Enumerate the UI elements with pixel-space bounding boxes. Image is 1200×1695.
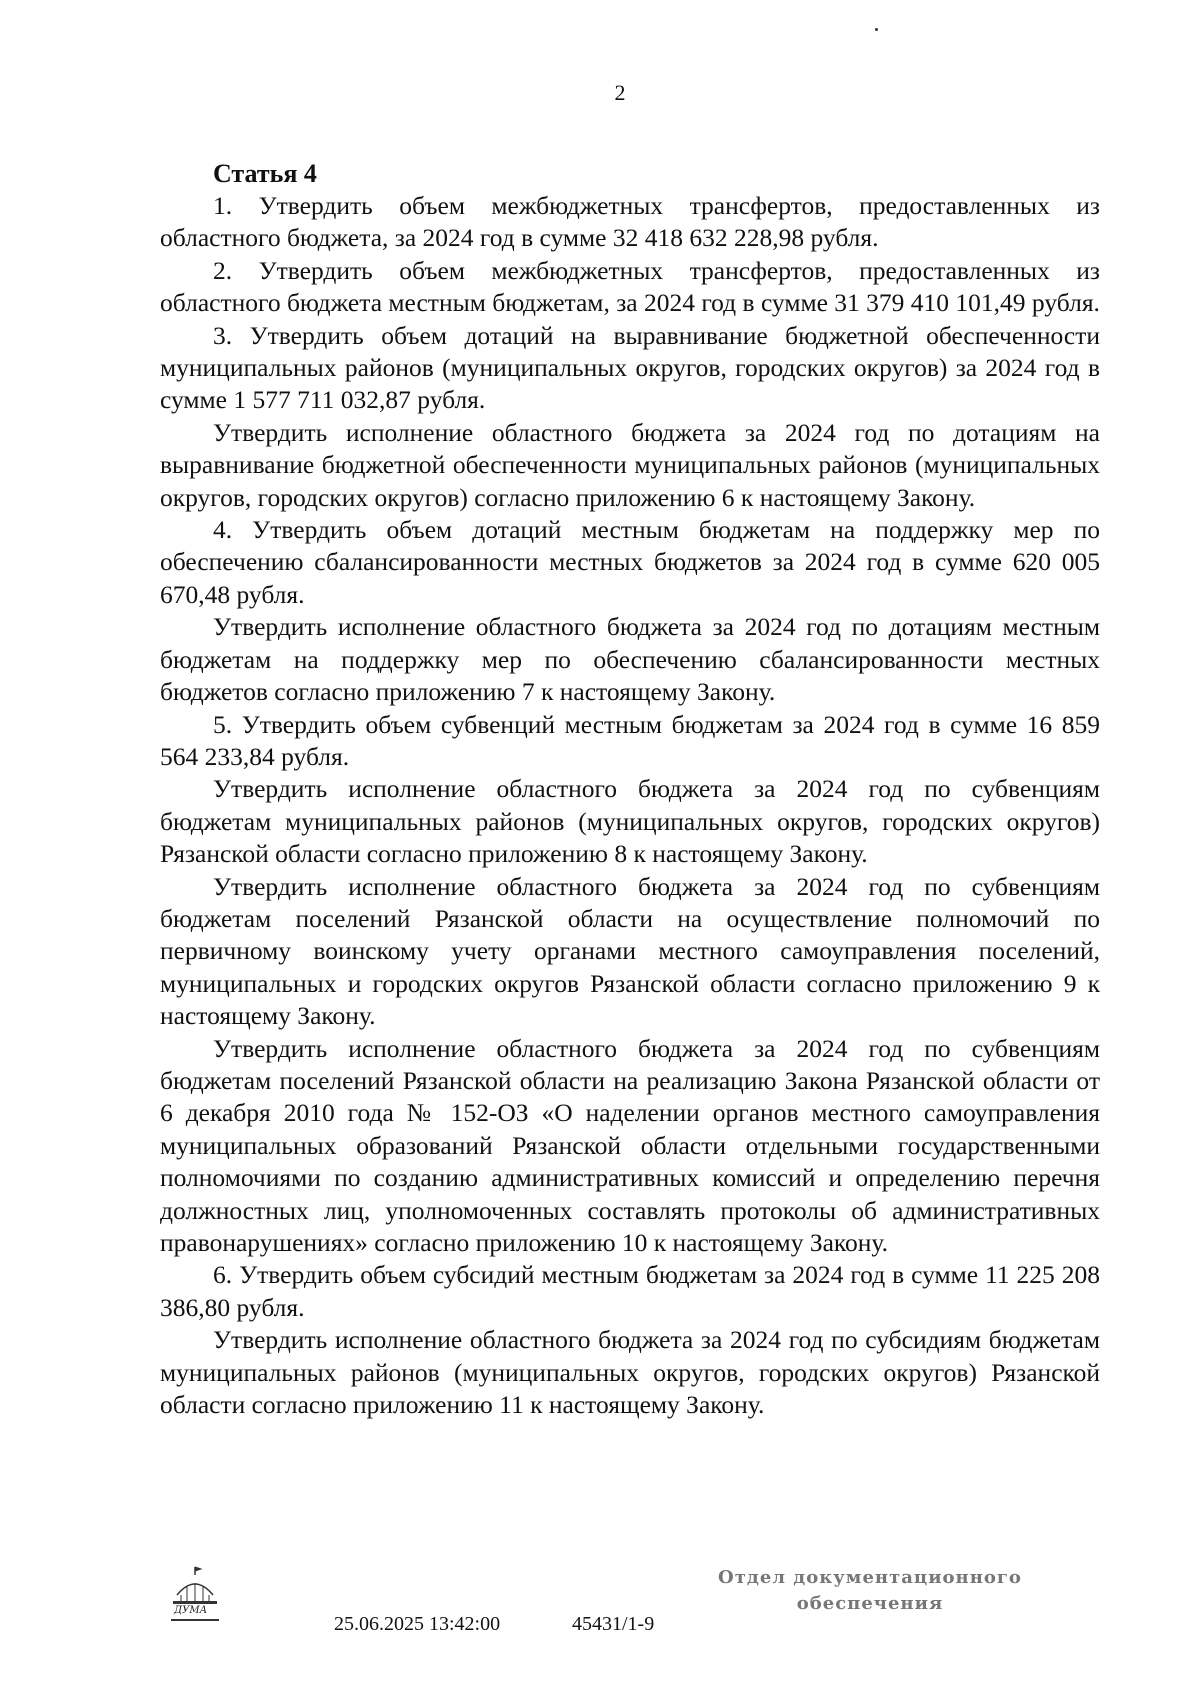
- page-number: 2: [614, 80, 626, 105]
- article-title: Статья 4: [213, 159, 317, 188]
- paragraph: Утвердить исполнение областного бюджета за 2024 год по дотациям на выравнивание бюджетной обеспеченности муниципальных районов (муниципальных округов, городских округов) согласно приложению 6 к настоящему Закону.: [160, 417, 1100, 512]
- footer-doc-number: 45431/1-9: [572, 1613, 655, 1635]
- paragraph: Утвердить исполнение областного бюджета за 2024 год по субвенциям бюджетам муниципальных районов (муниципальных округов, городских округов) Рязанской области согласно приложению 8 к настоящему Закону.: [160, 774, 1100, 869]
- paragraph: Утвердить исполнение областного бюджета за 2024 год по субвенциям бюджетам поселений Рязанской области на осуществление полномочий по первичному воинскому учету органами местного самоуправления поселений, муниципальных и городских округов Рязанской области согласно приложению 9 к настоящему Закону.: [160, 871, 1100, 1031]
- paragraph: 6. Утвердить объем субсидий местным бюджетам за 2024 год в сумме 11 225 208 386,80 рубля.: [160, 1260, 1100, 1322]
- department-stamp: [700, 1565, 1040, 1617]
- document-footer: [0, 1565, 1200, 1665]
- footer-datetime: 25.06.2025 13:42:00: [334, 1613, 501, 1635]
- document-body: [160, 158, 1100, 1421]
- scan-speck: [875, 28, 878, 31]
- paragraph: 1. Утвердить объем межбюджетных трансфертов, предоставленных из областного бюджета, за 2024 год в сумме 32 418 632 228,98 рубля.: [160, 191, 1100, 253]
- paragraph: 4. Утвердить объем дотаций местным бюджетам на поддержку мер по обеспечению сбалансированности местных бюджетов за 2024 год в сумме 620 005 670,48 рубля.: [160, 515, 1100, 609]
- paragraph: 2. Утвердить объем межбюджетных трансфертов, предоставленных из областного бюджета местным бюджетам, за 2024 год в сумме 31 379 410 101,49 рубля.: [160, 255, 1100, 318]
- paragraph: 3. Утвердить объем дотаций на выравнивание бюджетной обеспеченности муниципальных районов (муниципальных округов, городских округов) за 2024 год в сумме 1 577 711 032,87 рубля.: [160, 320, 1100, 415]
- emblem-caption: ДУМА: [174, 1605, 208, 1616]
- stamp-line: обеспечения: [796, 1593, 944, 1614]
- paragraph: 5. Утвердить объем субвенций местным бюджетам за 2024 год в сумме 16 859 564 233,84 рубля.: [160, 709, 1100, 771]
- paragraph: Утвердить исполнение областного бюджета за 2024 год по субсидиям бюджетам муниципальных районов (муниципальных округов, городских округов) Рязанской области согласно приложению 11 к настоящему Закону.: [160, 1325, 1100, 1420]
- paragraph: Утвердить исполнение областного бюджета за 2024 год по дотациям местным бюджетам на поддержку мер по обеспечению сбалансированности местных бюджетов согласно приложению 7 к настоящему Закону.: [160, 612, 1100, 707]
- stamp-line: Отдел документационного: [718, 1567, 1022, 1588]
- paragraph: Утвердить исполнение областного бюджета за 2024 год по субвенциям бюджетам поселений Рязанской области на реализацию Закона Рязанской области от 6 декабря 2010 года № 152-ОЗ «О наделении органов местного самоуправления муниципальных образований Рязанской области отдельными государственными полномочиями по созданию административных комиссий и определению перечня должностных лиц, уполномоченных составлять протоколы об административных правонарушениях» согласно приложению 10 к настоящему Закону.: [160, 1033, 1100, 1257]
